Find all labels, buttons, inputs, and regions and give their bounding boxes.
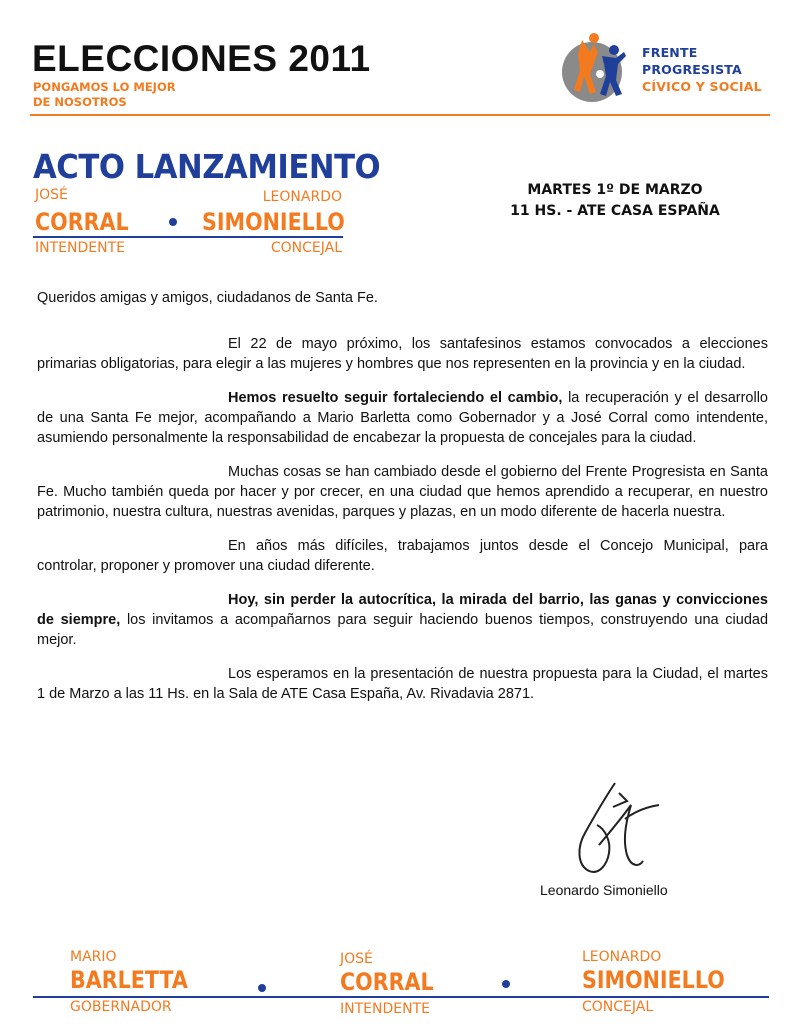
paragraph-2-text: la recuperación y el desarrollo de una Santa Fe mejor, acompañando a Mario Barletta como Gobernador y a José Corral como intendente, asumiendo personalmente la responsabilidad de encabezar la propuesta de concejales para la ciudad. bbox=[37, 390, 768, 446]
candidate-left-first-name: JOSÉ bbox=[35, 187, 68, 203]
footer-candidate-2-first-name: JOSÉ bbox=[340, 951, 373, 967]
footer-candidate-3-first-name: LEONARDO bbox=[582, 949, 662, 965]
footer-candidate-1-last-name: BARLETTA bbox=[70, 966, 188, 994]
letter-paragraph-3: Muchas cosas se han cambiado desde el gobierno del Frente Progresista en Santa Fe. Mucho también queda por hacer y por crecer, en una ciudad que hemos aprendido a recuperar, en nuestro patrimonio, nuestra cultura, nuestras avenidas, parques y plazas, en un modo diferente de hacerla nuestra. bbox=[37, 464, 768, 520]
event-time-place: 11 HS. - ATE CASA ESPAÑA bbox=[510, 203, 720, 219]
slogan-line-1: PONGAMOS LO MEJOR bbox=[33, 80, 176, 94]
separator-dot bbox=[169, 218, 177, 226]
letter-greeting: Queridos amigas y amigos, ciudadanos de Santa Fe. bbox=[37, 290, 378, 306]
letter-paragraph-4: En años más difíciles, trabajamos juntos desde el Concejo Municipal, para controlar, proponer y promover una ciudad diferente. bbox=[37, 538, 768, 574]
footer-candidate-3-role: CONCEJAL bbox=[582, 999, 654, 1015]
logo-text bbox=[642, 44, 762, 95]
signature-name: Leonardo Simoniello bbox=[540, 882, 668, 898]
separator-dot bbox=[258, 984, 266, 992]
footer-candidate-2-last-name: CORRAL bbox=[340, 968, 434, 996]
paragraph-5-text: los invitamos a acompañarnos para seguir haciendo buenos tiempos, construyendo una ciudad mejor. bbox=[37, 612, 769, 648]
event-info bbox=[470, 180, 760, 222]
candidate-right-role: CONCEJAL bbox=[270, 240, 342, 256]
footer-candidate-1-first-name: MARIO bbox=[70, 949, 117, 965]
candidate-right-first-name: LEONARDO bbox=[262, 189, 342, 205]
footer-divider bbox=[33, 996, 769, 998]
launch-title: ACTO LANZAMIENTO bbox=[33, 147, 381, 186]
paragraph-2-bold: Hemos resuelto seguir fortaleciendo el cambio, bbox=[228, 390, 563, 406]
slogan-line-2: DE NOSOTROS bbox=[33, 95, 127, 109]
logo-line-2: PROGRESISTA bbox=[642, 62, 742, 77]
launch-divider bbox=[33, 236, 343, 238]
separator-dot bbox=[502, 980, 510, 988]
letter-body bbox=[37, 288, 768, 718]
handwritten-signature bbox=[555, 775, 675, 880]
logo-line-3: CÍVICO Y SOCIAL bbox=[642, 79, 762, 94]
letter-paragraph-2 bbox=[37, 388, 768, 448]
event-date: MARTES 1º DE MARZO bbox=[527, 182, 703, 198]
letter-paragraph-5 bbox=[37, 590, 768, 650]
frente-progresista-logo-icon bbox=[560, 30, 632, 110]
candidate-left-last-name: CORRAL bbox=[35, 208, 129, 236]
footer-candidate-2-role: INTENDENTE bbox=[340, 1001, 430, 1017]
footer-candidate-3-last-name: SIMONIELLO bbox=[582, 966, 725, 994]
letter-paragraph-6: Los esperamos en la presentación de nuestra propuesta para la Ciudad, el martes 1 de Marzo a las 11 Hs. en la Sala de ATE Casa España, Av. Rivadavia 2871. bbox=[37, 666, 768, 702]
page-title: ELECCIONES 2011 bbox=[32, 38, 371, 79]
candidate-left-role: INTENDENTE bbox=[35, 240, 125, 256]
slogan bbox=[33, 80, 176, 110]
candidate-right-last-name: SIMONIELLO bbox=[202, 208, 345, 236]
logo-line-1: FRENTE bbox=[642, 45, 698, 60]
letter-paragraph-1: El 22 de mayo próximo, los santafesinos estamos convocados a elecciones primarias obligatorias, para elegir a las mujeres y hombres que nos representen en la provincia y en la ciudad. bbox=[37, 336, 768, 372]
footer-candidate-1-role: GOBERNADOR bbox=[70, 999, 172, 1015]
header-divider bbox=[30, 114, 770, 116]
paragraph-5-bold: Hoy, sin perder la autocrítica, la mirada del barrio, las ganas y convicciones de siempre, bbox=[37, 592, 768, 628]
